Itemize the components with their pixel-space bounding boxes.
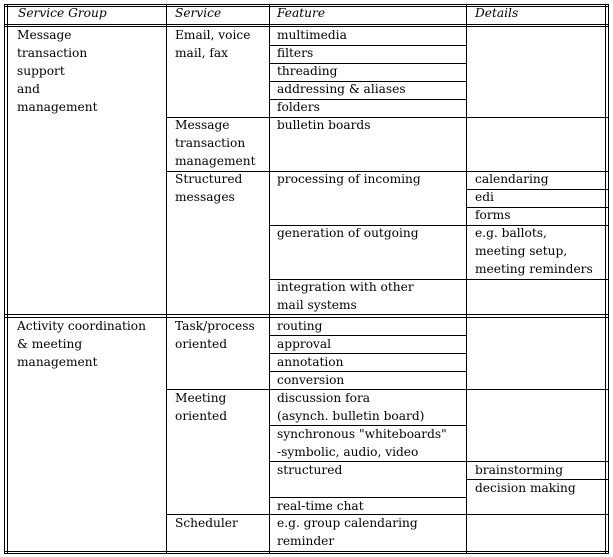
service-name-line: management — [175, 154, 256, 168]
group-name-line: Activity coordination — [17, 319, 146, 333]
header-rule-a — [4, 24, 609, 25]
feature-text: threading — [277, 64, 338, 78]
feature-text: addressing & aliases — [277, 82, 406, 96]
feature-text: folders — [277, 100, 320, 114]
feature-text: generation of outgoing — [277, 226, 419, 240]
group-name-line: & meeting — [17, 337, 83, 351]
detail-text: brainstorming — [475, 463, 564, 477]
header-feature: Feature — [277, 6, 326, 20]
feature-text: discussion fora — [277, 391, 371, 405]
service-name-line: mail, fax — [175, 46, 229, 60]
group-name-line: management — [17, 355, 98, 369]
table-bottom-rule-outer — [4, 553, 609, 554]
service-name-line: Meeting — [175, 391, 227, 405]
feature-text: processing of incoming — [277, 172, 421, 186]
table-left-rule-inner — [7, 4, 8, 554]
feature-text: real-time chat — [277, 499, 364, 513]
feature-text: mail systems — [277, 298, 357, 312]
feature-text: routing — [277, 319, 323, 333]
feature-text: filters — [277, 46, 314, 60]
feature-text: e.g. group calendaring — [277, 516, 418, 530]
service-name-line: Email, voice — [175, 28, 251, 42]
service-name-line: Message — [175, 118, 230, 132]
detail-text: edi — [475, 190, 494, 204]
feature-text: synchronous "whiteboards" — [277, 427, 447, 441]
feature-text: integration with other — [277, 280, 414, 294]
detail-text: e.g. ballots, — [475, 226, 547, 240]
detail-text: meeting reminders — [475, 262, 593, 276]
service-name-line: messages — [175, 190, 235, 204]
service-name-line: Task/process — [175, 319, 255, 333]
service-name-line: Scheduler — [175, 516, 238, 530]
service-name-line: Structured — [175, 172, 243, 186]
header-details: Details — [475, 6, 519, 20]
feature-text: bulletin boards — [277, 118, 371, 132]
group-name-line: transaction — [17, 46, 88, 60]
table-left-rule-outer — [4, 4, 5, 554]
table-bottom-rule-inner — [4, 551, 609, 552]
feature-text: -symbolic, audio, video — [277, 445, 419, 459]
group-name-line: Message — [17, 28, 72, 42]
feature-text: (asynch. bulletin board) — [277, 409, 425, 423]
table-right-rule-outer — [608, 4, 609, 554]
feature-text: approval — [277, 337, 332, 351]
detail-text: decision making — [475, 481, 576, 495]
feature-text: multimedia — [277, 28, 347, 42]
service-rule-3 — [166, 389, 608, 390]
header-service: Service — [175, 6, 222, 20]
service-name-line: oriented — [175, 337, 228, 351]
feature-text: annotation — [277, 355, 344, 369]
feature-text: reminder — [277, 534, 335, 548]
service-rule-1 — [166, 117, 608, 118]
group-name-line: management — [17, 100, 98, 114]
group-name-line: support — [17, 64, 65, 78]
header-service-group: Service Group — [18, 6, 107, 20]
group-name-line: and — [17, 82, 40, 96]
detail-text: calendaring — [475, 172, 549, 186]
feature-text: conversion — [277, 373, 345, 387]
column-rule-service — [166, 4, 167, 554]
feature-text: structured — [277, 463, 343, 477]
service-name-line: transaction — [175, 136, 246, 150]
detail-text: meeting setup, — [475, 244, 568, 258]
detail-text: forms — [475, 208, 511, 222]
service-name-line: oriented — [175, 409, 228, 423]
